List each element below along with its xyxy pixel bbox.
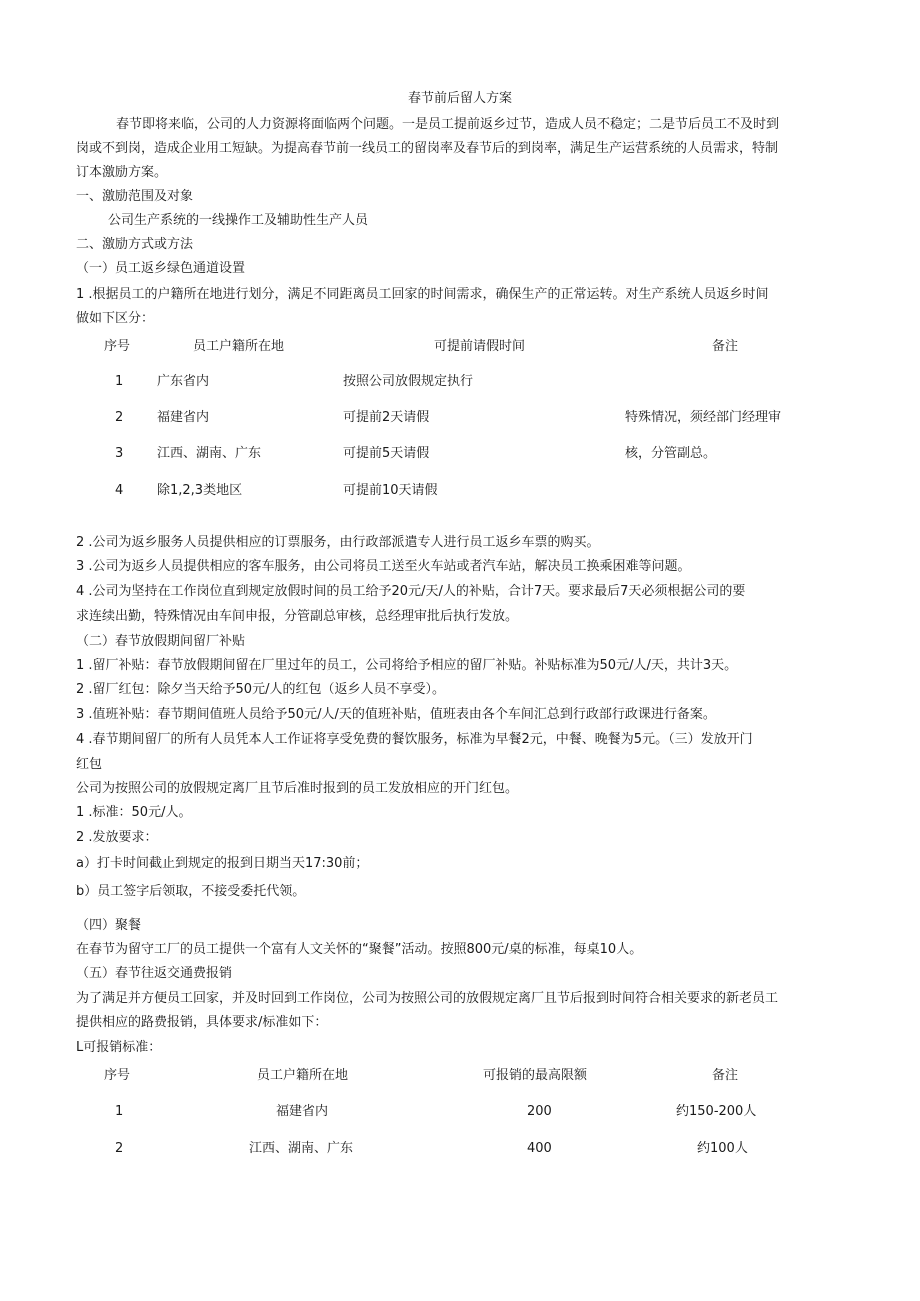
subsection-2-item-3: 3 .值班补贴：春节期间值班人员给予50元/人/天的值班补贴，值班表由各个车间汇总到行政部行政课进行备案。 <box>76 707 716 722</box>
subsection-3-item-b: b）员工签字后领取，不接受委托代领。 <box>76 884 306 899</box>
subsection-2-heading: （二）春节放假期间留厂补贴 <box>76 634 246 649</box>
subsection-1-heading: （一）员工返乡绿色通道设置 <box>76 261 246 276</box>
table1-row3-leave: 可提前5天请假 <box>343 446 430 461</box>
table2-row1-region: 福建省内 <box>276 1104 329 1119</box>
table2-row2-no: 2 <box>115 1141 124 1156</box>
table1-row2-notes: 特殊情况，须经部门经理审 <box>625 410 782 425</box>
table1-row4-no: 4 <box>115 483 124 498</box>
table1-header-notes: 备注 <box>712 339 739 354</box>
document-title: 春节前后留人方案 <box>407 91 512 106</box>
subsection-3-item-1: 1 .标准：50元/人。 <box>76 805 192 820</box>
subsection-3-item-a: a）打卡时间截止到规定的报到日期当天17:30前； <box>76 856 369 871</box>
table1-row2-region: 福建省内 <box>157 410 210 425</box>
intro-line-3: 订本激励方案。 <box>76 165 168 180</box>
subsection-5-body-2: 提供相应的路费报销，具体要求/标准如下： <box>76 1015 328 1030</box>
table1-row3-notes: 核，分管副总。 <box>625 446 717 461</box>
intro-line-1: 春节即将来临，公司的人力资源将面临两个问题。一是员工提前返乡过节，造成人员不稳定；二是节后员工不及时到 <box>116 117 780 132</box>
subsection-4-heading: （四）聚餐 <box>76 918 142 933</box>
subsection-2-item-2: 2 .留厂红包：除夕当天给予50元/人的红包（返乡人员不享受）。 <box>76 682 445 697</box>
section-2-heading: 二、激励方式或方法 <box>76 237 194 252</box>
section-1-heading: 一、激励范围及对象 <box>76 189 194 204</box>
subsection-5-heading: （五）春节往返交通费报销 <box>76 966 233 981</box>
table1-row1-region: 广东省内 <box>157 374 210 389</box>
table2-row1-no: 1 <box>115 1104 124 1119</box>
section-1-body: 公司生产系统的一线操作工及辅助性生产人员 <box>108 213 369 228</box>
table1-header-region: 员工户籍所在地 <box>193 339 285 354</box>
table1-row2-no: 2 <box>115 410 124 425</box>
table2-row2-region: 江西、湖南、广东 <box>249 1141 354 1156</box>
subsection-3-body: 公司为按照公司的放假规定离厂且节后准时报到的员工发放相应的开门红包。 <box>76 781 519 796</box>
table2-row1-notes: 约150-200人 <box>676 1104 757 1119</box>
subsection-2-item-4: 4 .春节期间留厂的所有人员凭本人工作证将享受免费的餐饮服务，标准为早餐2元，中餐、晚餐为5元。（三）发放开门 <box>76 732 753 747</box>
subsection-1-para-1: 1 .根据员工的户籍所在地进行划分，满足不同距离员工回家的时间需求，确保生产的正常运转。对生产系统人员返乡时间 <box>76 287 769 302</box>
table1-header-no: 序号 <box>104 339 131 354</box>
table1-row2-leave: 可提前2天请假 <box>343 410 430 425</box>
table1-row4-region: 除1,2,3类地区 <box>157 483 243 498</box>
subsection-5-label: L可报销标准： <box>76 1040 162 1055</box>
table2-header-no: 序号 <box>104 1068 131 1083</box>
table1-row3-no: 3 <box>115 446 124 461</box>
subsection-3-heading-cont: 红包 <box>76 757 103 772</box>
subsection-3-item-2: 2 .发放要求： <box>76 830 158 845</box>
subsection-2-item-1: 1 .留厂补贴：春节放假期间留在厂里过年的员工，公司将给予相应的留厂补贴。补贴标准为50元/人/天，共计3天。 <box>76 658 738 673</box>
table1-header-leave: 可提前请假时间 <box>434 339 526 354</box>
intro-line-2: 岗或不到岗，造成企业用工短缺。为提高春节前一线员工的留岗率及春节后的到岗率，满足生产运营系统的人员需求，特制 <box>76 141 779 156</box>
subsection-4-body: 在春节为留守工厂的员工提供一个富有人文关怀的“聚餐”活动。按照800元/桌的标准，每桌10人。 <box>76 942 643 957</box>
table2-header-region: 员工户籍所在地 <box>257 1068 349 1083</box>
subsection-1-item-4: 4 .公司为坚持在工作岗位直到规定放假时间的员工给予20元/天/人的补贴，合计7天。要求最后7天必须根据公司的要 <box>76 584 746 599</box>
subsection-1-item-2: 2 .公司为返乡服务人员提供相应的订票服务，由行政部派遣专人进行员工返乡车票的购买。 <box>76 535 600 550</box>
table1-row1-leave: 按照公司放假规定执行 <box>343 374 474 389</box>
subsection-1-item-4-cont: 求连续出勤，特殊情况由车间申报，分管副总审核，总经理审批后执行发放。 <box>76 609 519 624</box>
table1-row4-leave: 可提前10天请假 <box>343 483 438 498</box>
table1-row1-no: 1 <box>115 374 124 389</box>
table2-header-limit: 可报销的最高限额 <box>483 1068 588 1083</box>
subsection-5-body-1: 为了满足并方便员工回家，并及时回到工作岗位，公司为按照公司的放假规定离厂且节后报到时间符合相关要求的新老员工 <box>76 991 779 1006</box>
table2-header-notes: 备注 <box>712 1068 739 1083</box>
table2-row2-notes: 约100人 <box>697 1141 748 1156</box>
table2-row2-limit: 400 <box>527 1141 552 1156</box>
table2-row1-limit: 200 <box>527 1104 552 1119</box>
table1-row3-region: 江西、湖南、广东 <box>157 446 262 461</box>
subsection-1-para-2: 做如下区分： <box>76 311 155 326</box>
subsection-1-item-3: 3 .公司为返乡人员提供相应的客车服务，由公司将员工送至火车站或者汽车站，解决员工换乘困难等问题。 <box>76 559 691 574</box>
